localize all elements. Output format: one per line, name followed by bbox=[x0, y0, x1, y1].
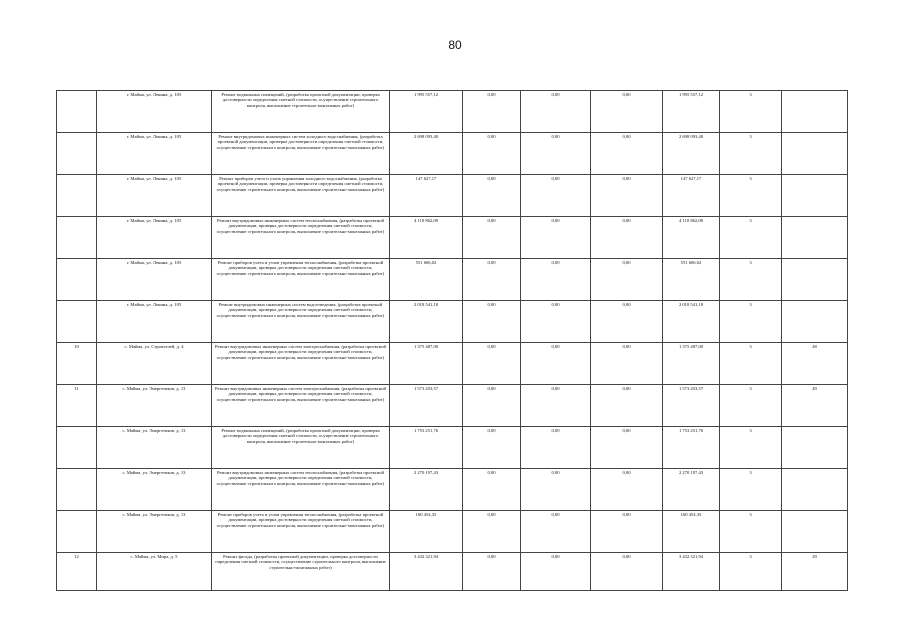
cell-number: 10 bbox=[57, 343, 97, 385]
cell-total-cost: 1 753 251,76 bbox=[390, 427, 463, 469]
cell-regional-budget: 0,00 bbox=[521, 385, 591, 427]
cell-address: с. Майма, ул. Энергетиков, д. 13 bbox=[97, 385, 212, 427]
cell-address: с. Майма, ул. Строителей, д. 4 bbox=[97, 343, 212, 385]
cell-regional-budget: 0,00 bbox=[521, 343, 591, 385]
cell-address: г. Майма, ул. Ленина, д. 105 bbox=[97, 175, 212, 217]
cell-fund-support: 0,00 bbox=[463, 553, 521, 591]
cell-regional-budget: 0,00 bbox=[521, 259, 591, 301]
cell-local-budget: 0,00 bbox=[591, 343, 663, 385]
cell-owner-funds: 2 270 197,43 bbox=[663, 469, 720, 511]
cell-regional-budget: 0,00 bbox=[521, 469, 591, 511]
cell-regional-budget: 0,00 bbox=[521, 217, 591, 259]
cell-fund-support: 0,00 bbox=[463, 343, 521, 385]
cell-fund-support: 0,00 bbox=[463, 259, 521, 301]
cell-rank bbox=[782, 175, 848, 217]
cell-address: г. Майма, ул. Ленина, д. 105 bbox=[97, 301, 212, 343]
cell-fund-support: 0,00 bbox=[463, 133, 521, 175]
cell-description: Ремонт внутридомовых инженерных систем электроснабжения, (разработка проектной документации, проверка достоверности определения сметной стоимости, осуществление строительного контроля, выполнение строительно-монтажных работ) bbox=[212, 385, 390, 427]
cell-number bbox=[57, 175, 97, 217]
cell-rank bbox=[782, 217, 848, 259]
cell-fund-support: 0,00 bbox=[463, 217, 521, 259]
cell-total-cost: 551 606,02 bbox=[390, 259, 463, 301]
cell-fund-support: 0,00 bbox=[463, 301, 521, 343]
table-body bbox=[57, 91, 848, 591]
cell-period: 3 bbox=[720, 91, 782, 133]
cell-total-cost: 2 698 093,40 bbox=[390, 133, 463, 175]
cell-owner-funds: 160 454,35 bbox=[663, 511, 720, 553]
cell-owner-funds: 4 110 862,08 bbox=[663, 217, 720, 259]
cell-description: Ремонт внутридомовых инженерных систем электроснабжения, (разработка проектной документации, проверка достоверности определения сметной стоимости, осуществление строительного контроля, выполнение строительно-монтажных работ) bbox=[212, 343, 390, 385]
cell-rank bbox=[782, 511, 848, 553]
cell-total-cost: 2 018 541,18 bbox=[390, 301, 463, 343]
cell-total-cost: 4 110 862,08 bbox=[390, 217, 463, 259]
cell-fund-support: 0,00 bbox=[463, 91, 521, 133]
cell-owner-funds: 1 995 557,12 bbox=[663, 91, 720, 133]
cell-fund-support: 0,00 bbox=[463, 175, 521, 217]
cell-owner-funds: 2 018 541,18 bbox=[663, 301, 720, 343]
cell-owner-funds: 1 753 251,76 bbox=[663, 427, 720, 469]
repair-program-table bbox=[56, 90, 848, 591]
cell-number bbox=[57, 217, 97, 259]
table-row bbox=[57, 469, 848, 511]
table-row bbox=[57, 133, 848, 175]
cell-owner-funds: 551 606,02 bbox=[663, 259, 720, 301]
cell-rank: 48 bbox=[782, 343, 848, 385]
cell-total-cost: 160 454,35 bbox=[390, 511, 463, 553]
page-number: 80 bbox=[448, 38, 462, 52]
cell-period: 3 bbox=[720, 343, 782, 385]
cell-period: 3 bbox=[720, 553, 782, 591]
cell-number bbox=[57, 469, 97, 511]
cell-rank bbox=[782, 301, 848, 343]
cell-period: 3 bbox=[720, 427, 782, 469]
cell-regional-budget: 0,00 bbox=[521, 133, 591, 175]
cell-address: г. Майма, ул. Ленина, д. 105 bbox=[97, 133, 212, 175]
cell-description: Ремонт подвальных помещений, (разработка проектной документации, проверка достоверности определения сметной стоимости, осуществление строительного контроля, выполнение строительно-монтажных работ) bbox=[212, 427, 390, 469]
cell-number bbox=[57, 427, 97, 469]
cell-local-budget: 0,00 bbox=[591, 553, 663, 591]
cell-description: Ремонт внутридомовых инженерных систем водоотведения, (разработка проектной документации, проверка достоверности определения сметной стоимости, осуществление строительного контроля, выполнение строительно-монтажных работ) bbox=[212, 301, 390, 343]
cell-owner-funds: 3 432 321,94 bbox=[663, 553, 720, 591]
cell-description: Ремонт внутридомовых инженерных систем холодного водоснабжения, (разработка проектной документации, проверка достоверности определения сметной стоимости, осуществление строительного контроля, выполнение строительно-монтажных работ) bbox=[212, 133, 390, 175]
cell-owner-funds: 147 627,17 bbox=[663, 175, 720, 217]
cell-address: с. Майма, ул. Мира, д. 5 bbox=[97, 553, 212, 591]
cell-period: 3 bbox=[720, 511, 782, 553]
cell-total-cost: 2 270 197,43 bbox=[390, 469, 463, 511]
cell-local-budget: 0,00 bbox=[591, 217, 663, 259]
cell-total-cost: 3 432 321,94 bbox=[390, 553, 463, 591]
cell-local-budget: 0,00 bbox=[591, 133, 663, 175]
cell-number bbox=[57, 301, 97, 343]
table-row bbox=[57, 343, 848, 385]
cell-owner-funds: 2 698 093,40 bbox=[663, 133, 720, 175]
cell-regional-budget: 0,00 bbox=[521, 427, 591, 469]
cell-total-cost: 1 573 453,57 bbox=[390, 385, 463, 427]
cell-rank bbox=[782, 133, 848, 175]
cell-number bbox=[57, 259, 97, 301]
table-row bbox=[57, 553, 848, 591]
cell-number bbox=[57, 91, 97, 133]
cell-description: Ремонт подвальных помещений, (разработка проектной документации, проверка достоверности определения сметной стоимости, осуществление строительного контроля, выполнение строительно-монтажных работ) bbox=[212, 91, 390, 133]
cell-regional-budget: 0,00 bbox=[521, 301, 591, 343]
cell-period: 3 bbox=[720, 301, 782, 343]
cell-rank bbox=[782, 427, 848, 469]
table-row bbox=[57, 511, 848, 553]
cell-address: с. Майма, ул. Энергетиков, д. 13 bbox=[97, 427, 212, 469]
cell-regional-budget: 0,00 bbox=[521, 511, 591, 553]
cell-fund-support: 0,00 bbox=[463, 469, 521, 511]
cell-local-budget: 0,00 bbox=[591, 301, 663, 343]
cell-owner-funds: 1 375 487,00 bbox=[663, 343, 720, 385]
cell-description: Ремонт внутридомовых инженерных систем теплоснабжения, (разработка проектной документации, проверка достоверности определения сметной стоимости, осуществление строительного контроля, выполнение строительно-монтажных работ) bbox=[212, 469, 390, 511]
table-row bbox=[57, 91, 848, 133]
cell-regional-budget: 0,00 bbox=[521, 553, 591, 591]
cell-address: г. Майма, ул. Ленина, д. 105 bbox=[97, 91, 212, 133]
cell-local-budget: 0,00 bbox=[591, 91, 663, 133]
cell-period: 3 bbox=[720, 217, 782, 259]
cell-regional-budget: 0,00 bbox=[521, 175, 591, 217]
cell-local-budget: 0,00 bbox=[591, 469, 663, 511]
cell-period: 3 bbox=[720, 469, 782, 511]
table-row bbox=[57, 259, 848, 301]
table-row bbox=[57, 175, 848, 217]
cell-fund-support: 0,00 bbox=[463, 385, 521, 427]
cell-description: Ремонт внутридомовых инженерных систем теплоснабжения, (разработка проектной документации, проверка достоверности определения сметной стоимости, осуществление строительного контроля, выполнение строительно-монтажных работ) bbox=[212, 217, 390, 259]
cell-local-budget: 0,00 bbox=[591, 385, 663, 427]
cell-local-budget: 0,00 bbox=[591, 259, 663, 301]
table-row bbox=[57, 301, 848, 343]
cell-period: 3 bbox=[720, 133, 782, 175]
cell-fund-support: 0,00 bbox=[463, 427, 521, 469]
cell-regional-budget: 0,00 bbox=[521, 91, 591, 133]
cell-rank bbox=[782, 469, 848, 511]
cell-fund-support: 0,00 bbox=[463, 511, 521, 553]
cell-local-budget: 0,00 bbox=[591, 175, 663, 217]
cell-address: г. Майма, ул. Ленина, д. 105 bbox=[97, 259, 212, 301]
cell-period: 3 bbox=[720, 175, 782, 217]
cell-number bbox=[57, 511, 97, 553]
cell-number: 12 bbox=[57, 553, 97, 591]
cell-owner-funds: 1 573 453,57 bbox=[663, 385, 720, 427]
table-row bbox=[57, 217, 848, 259]
cell-description: Ремонт приборов учета и узлов управления теплоснабжения, (разработка проектной документации, проверка достоверности определения сметной стоимости, осуществление строительного контроля, выполнение строительно-монтажных работ) bbox=[212, 259, 390, 301]
cell-number: 11 bbox=[57, 385, 97, 427]
table-row bbox=[57, 427, 848, 469]
cell-number bbox=[57, 133, 97, 175]
cell-total-cost: 1 375 487,00 bbox=[390, 343, 463, 385]
cell-period: 3 bbox=[720, 259, 782, 301]
cell-description: Ремонт приборов учета и узлов управления теплоснабжения, (разработка проектной документации, проверка достоверности определения сметной стоимости, осуществление строительного контроля, выполнение строительно-монтажных работ) bbox=[212, 511, 390, 553]
table-row bbox=[57, 385, 848, 427]
cell-rank bbox=[782, 259, 848, 301]
cell-period: 3 bbox=[720, 385, 782, 427]
cell-local-budget: 0,00 bbox=[591, 427, 663, 469]
cell-description: Ремонт фасада, (разработка проектной документации, проверка достоверности определения сметной стоимости, осуществление строительного контроля, выполнение строительно-монтажных работ) bbox=[212, 553, 390, 591]
cell-rank: 29 bbox=[782, 553, 848, 591]
cell-local-budget: 0,00 bbox=[591, 511, 663, 553]
cell-total-cost: 147 627,17 bbox=[390, 175, 463, 217]
cell-address: г. Майма, ул. Ленина, д. 105 bbox=[97, 217, 212, 259]
cell-address: с. Майма, ул. Энергетиков, д. 13 bbox=[97, 511, 212, 553]
cell-rank: 49 bbox=[782, 385, 848, 427]
cell-rank bbox=[782, 91, 848, 133]
cell-total-cost: 1 995 557,12 bbox=[390, 91, 463, 133]
cell-description: Ремонт приборов учета и узлов управления холодного водоснабжения, (разработка проектной документации, проверка достоверности определения сметной стоимости, осуществление строительного контроля, выполнение строительно-монтажных работ) bbox=[212, 175, 390, 217]
cell-address: с. Майма, ул. Энергетиков, д. 13 bbox=[97, 469, 212, 511]
